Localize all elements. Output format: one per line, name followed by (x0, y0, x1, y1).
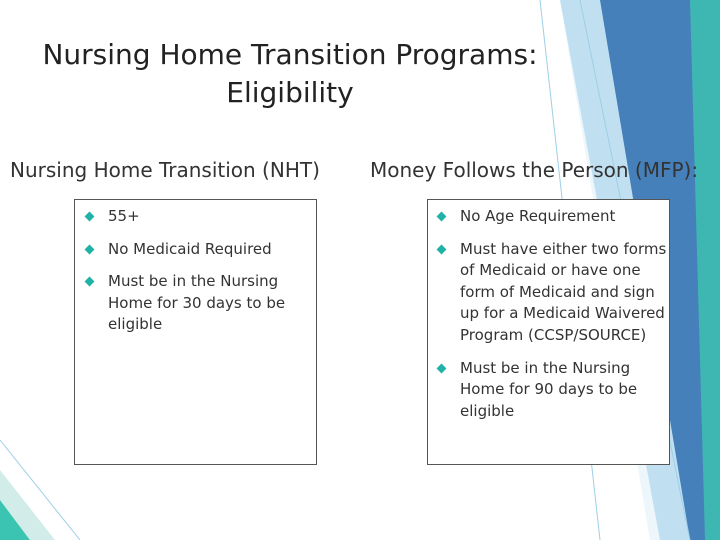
bullet-text: Must be in the Nursing Home for 30 days to be eligible (108, 272, 286, 334)
diamond-bullet-icon (84, 211, 95, 222)
bullet-text: No Medicaid Required (108, 239, 272, 258)
diamond-bullet-icon (84, 244, 95, 255)
diamond-bullet-icon (436, 211, 447, 222)
list-item (84, 239, 312, 261)
slide-title (40, 36, 540, 112)
slide-title-line-2: Eligibility (226, 76, 354, 109)
diamond-bullet-icon (436, 363, 447, 374)
bullet-text: 55+ (108, 207, 140, 225)
list-item (84, 271, 312, 336)
diamond-bullet-icon (436, 244, 447, 255)
diamond-bullet-icon (84, 276, 95, 287)
list-item (436, 206, 668, 228)
mfp-bullet-list (436, 206, 668, 433)
slide-title-line-1: Nursing Home Transition Programs: (42, 38, 538, 71)
list-item (436, 358, 668, 423)
list-item (436, 239, 668, 347)
mfp-column-heading: Money Follows the Person (MFP): (370, 158, 699, 182)
bullet-text: Must be in the Nursing Home for 90 days to be eligible (460, 358, 638, 420)
bullet-text: No Age Requirement (460, 207, 616, 225)
nht-column-heading: Nursing Home Transition (NHT) (10, 158, 320, 182)
nht-bullet-list (84, 206, 312, 347)
bullet-text: Must have either two forms of Medicaid or have one form of Medicaid and sign up for a Medicaid Waivered Program (CCSP/SOURCE) (460, 239, 667, 344)
list-item (84, 206, 312, 228)
